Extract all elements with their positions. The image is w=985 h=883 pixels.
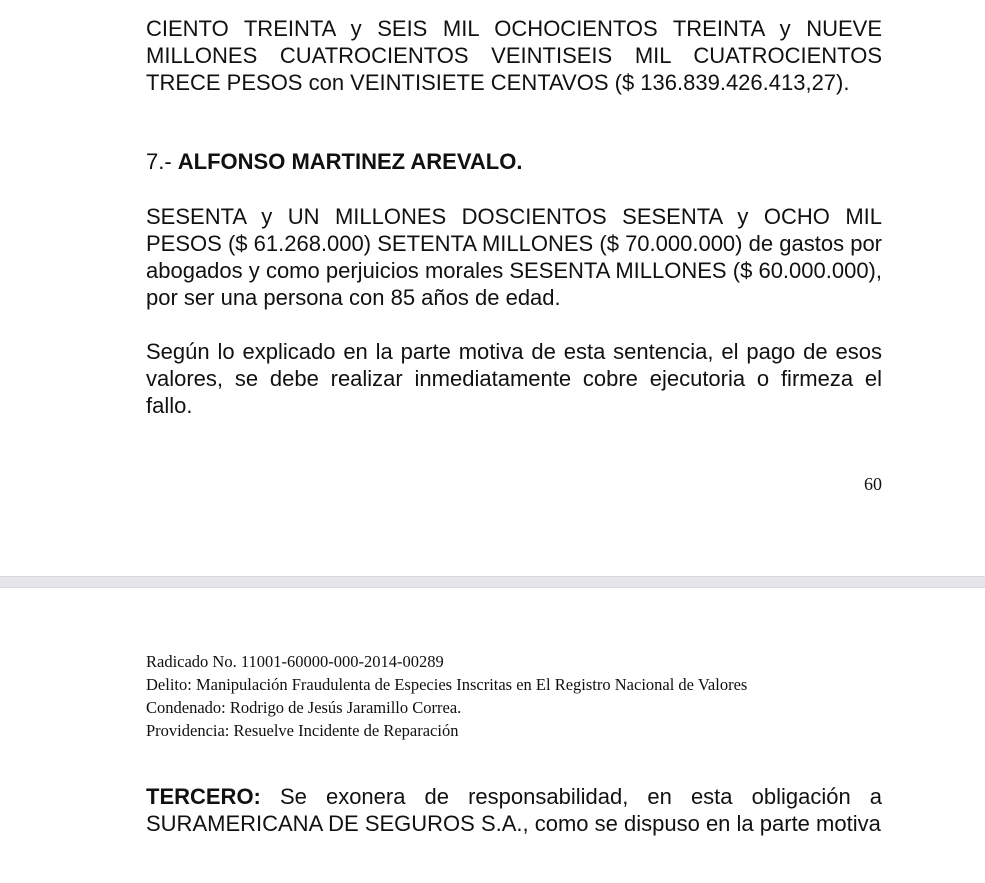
payment-paragraph: Según lo explicado en la parte motiva de esta sentencia, el pago de esos valores, se debe realizar inmediatamente cobre ejecutoria o firmeza el fallo. — [146, 339, 882, 418]
document-page-61 — [0, 588, 985, 883]
tercero-text: Se exonera de responsabilidad, en esta obligación a SURAMERICANA DE SEGUROS S.A., como se dispuso en la parte motiva — [146, 784, 882, 836]
case-header — [146, 650, 906, 742]
item-number: 7.- — [146, 149, 178, 174]
header-providencia: Providencia: Resuelve Incidente de Reparación — [146, 721, 459, 740]
header-radicado: Radicado No. 11001-60000-000-2014-00289 — [146, 652, 444, 671]
header-delito: Delito: Manipulación Fraudulenta de Especies Inscritas en El Registro Nacional de Valores — [146, 675, 748, 694]
page-number: 60 — [864, 474, 882, 494]
tercero-label: TERCERO: — [146, 784, 261, 809]
item-name: ALFONSO MARTINEZ AREVALO. — [177, 149, 523, 174]
amount-paragraph: CIENTO TREINTA y SEIS MIL OCHOCIENTOS TREINTA y NUEVE MILLONES CUATROCIENTOS VEINTISEIS MIL CUATROCIENTOS TRECE PESOS con VEINTISIETE CENTAVOS ($ 136.839.426.413,27). — [146, 16, 882, 95]
tercero-paragraph — [146, 783, 882, 837]
page-separator — [0, 576, 985, 588]
header-condenado: Condenado: Rodrigo de Jesús Jaramillo Correa. — [146, 698, 462, 717]
compensation-paragraph: SESENTA y UN MILLONES DOSCIENTOS SESENTA y OCHO MIL PESOS ($ 61.268.000) SETENTA MILLONES ($ 70.000.000) de gastos por abogados y como perjuicios morales SESENTA MILLONES ($ 60.000.000), por ser una persona con 85 años de edad. — [146, 204, 882, 310]
item-heading — [146, 148, 882, 175]
